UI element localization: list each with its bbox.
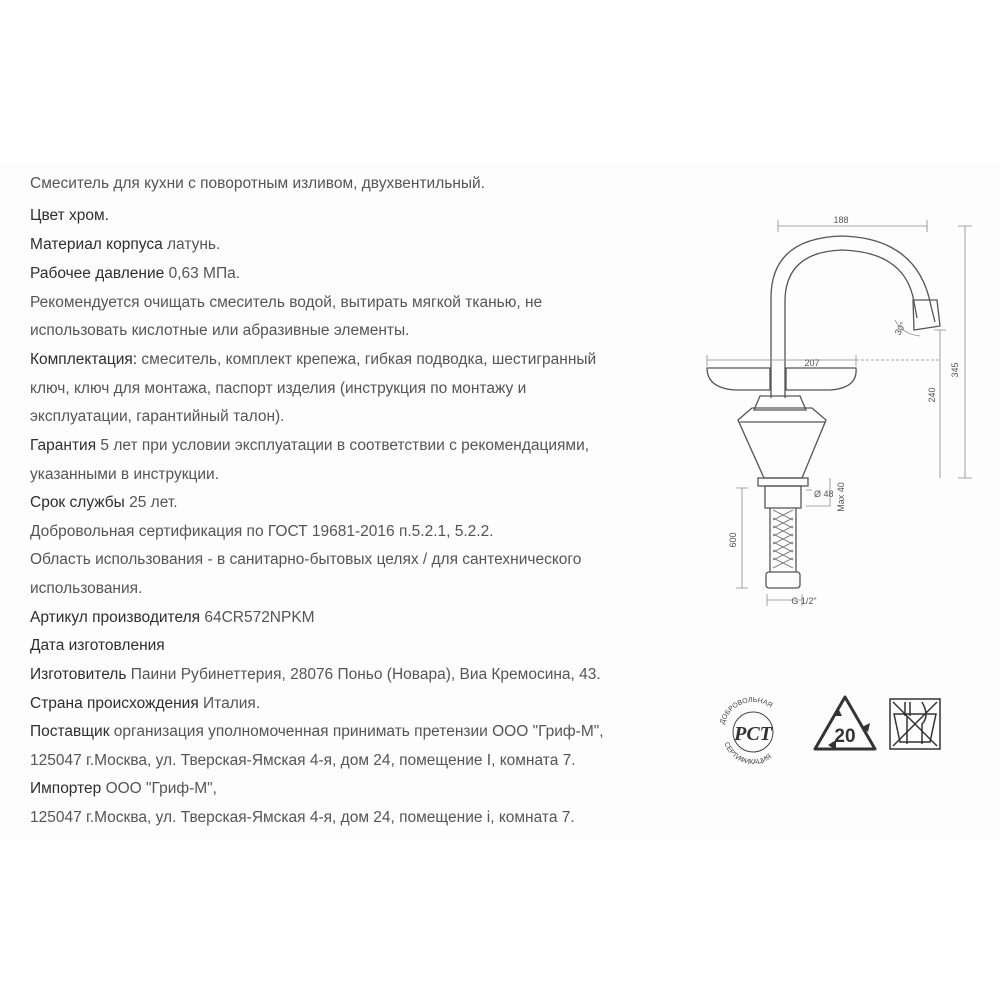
cert-mark-text: РСТ: [734, 723, 772, 745]
product-title: Смеситель для кухни с поворотным изливом, двухвентильный.: [30, 175, 485, 192]
usage-line-2: использования.: [30, 580, 143, 597]
pressure-label: Рабочее давление: [30, 265, 165, 282]
material-label: Материал корпуса: [30, 236, 163, 253]
material-row: [30, 235, 220, 255]
svg-text:СЕРТИФИКАЦИЯ: [723, 741, 773, 766]
kit-row: [30, 350, 596, 370]
country-value: Италия.: [198, 695, 261, 712]
material-value: латунь.: [162, 236, 221, 253]
recycling-20-icon: [815, 697, 875, 750]
not-food-safe-icon: [890, 699, 940, 749]
dim-diameter-label: Ø 48: [814, 489, 834, 499]
dim-handles-label: 207: [804, 358, 820, 368]
handle-left: [707, 368, 770, 390]
article-row: [30, 608, 315, 628]
faucet-body: [738, 408, 826, 478]
pressure-row: [30, 264, 240, 284]
supplier-row: [30, 722, 604, 742]
kit-line-2: ключ, ключ для монтажа, паспорт изделия (инструкция по монтажу и: [30, 380, 527, 397]
certification-mark-icon: [719, 697, 783, 766]
faucet-technical-drawing: [690, 205, 990, 615]
importer-line-2: 125047 г.Москва, ул. Тверская-Ямская 4-я, дом 24, помещение i, комната 7.: [30, 809, 575, 826]
dim-angle-label: 30°: [892, 320, 909, 337]
supplier-line-2: 125047 г.Москва, ул. Тверская-Ямская 4-я, дом 24, помещение I, комната 7.: [30, 752, 576, 769]
service-value: 25 лет.: [124, 494, 178, 511]
certification-line: Добровольная сертификация по ГОСТ 19681-2016 п.5.2.1, 5.2.2.: [30, 523, 494, 540]
care-line-1: Рекомендуется очищать смеситель водой, вытирать мягкой тканью, не: [30, 294, 543, 311]
faucet-spout: [771, 236, 935, 398]
date-row: [30, 636, 165, 656]
date-label: Дата изготовления: [30, 637, 165, 654]
dim-max-label: Max 40: [836, 482, 846, 512]
country-label: Страна происхождения: [30, 695, 199, 712]
supplier-value: организация уполномоченная принимать претензии ООО "Гриф-М",: [109, 723, 604, 740]
warranty-label: Гарантия: [30, 437, 97, 454]
marking-icons: [700, 690, 960, 770]
importer-label: Импортер: [30, 780, 102, 797]
article-value: 64CR572NPKM: [200, 609, 315, 626]
importer-row: [30, 779, 217, 799]
pressure-value: 0,63 МПа.: [164, 265, 241, 282]
recycle-code-text: 20: [834, 726, 856, 747]
mounting-rod: [770, 508, 796, 572]
warranty-row: [30, 436, 589, 456]
maker-row: [30, 665, 601, 685]
usage-line-1: Область использования - в санитарно-бытовых целях / для сантехнического: [30, 551, 582, 568]
kit-value: смеситель, комплект крепежа, гибкая подводка, шестигранный: [137, 351, 597, 368]
maker-label: Изготовитель: [30, 666, 127, 683]
warranty-value: 5 лет при условии эксплуатации в соответствии с рекомендациями,: [96, 437, 590, 454]
dim-thread-label: G 1/2": [791, 596, 817, 606]
article-label: Артикул производителя: [30, 609, 201, 626]
importer-value: ООО "Гриф-М",: [101, 780, 217, 797]
supplier-label: Поставщик: [30, 723, 110, 740]
cert-arc-top-text: ДОБРОВОЛЬНАЯ: [719, 696, 774, 726]
warranty-line-2: указанными в инструкции.: [30, 466, 220, 483]
kit-line-3: эксплуатации, гарантийный талон).: [30, 408, 285, 425]
color-label: Цвет хром.: [30, 207, 109, 224]
dim-spout-label: 240: [927, 387, 937, 403]
color-row: [30, 206, 109, 226]
svg-text:ДОБРОВОЛЬНАЯ: [719, 697, 773, 725]
maker-value: Паини Рубинеттерия, 28076 Поньо (Новара), Виа Кремосина, 43.: [126, 666, 601, 683]
service-label: Срок службы: [30, 494, 125, 511]
dim-hose-label: 600: [728, 532, 738, 548]
care-line-2: использовать кислотные или абразивные элементы.: [30, 322, 410, 339]
country-row: [30, 694, 260, 714]
dim-top-label: 188: [833, 215, 849, 225]
cert-arc-bottom-text: СЕРТИФИКАЦИЯ: [722, 741, 773, 767]
handle-right: [786, 368, 856, 390]
kit-label: Комплектация:: [30, 351, 138, 368]
dim-total-label: 345: [950, 362, 960, 378]
service-row: [30, 493, 178, 513]
